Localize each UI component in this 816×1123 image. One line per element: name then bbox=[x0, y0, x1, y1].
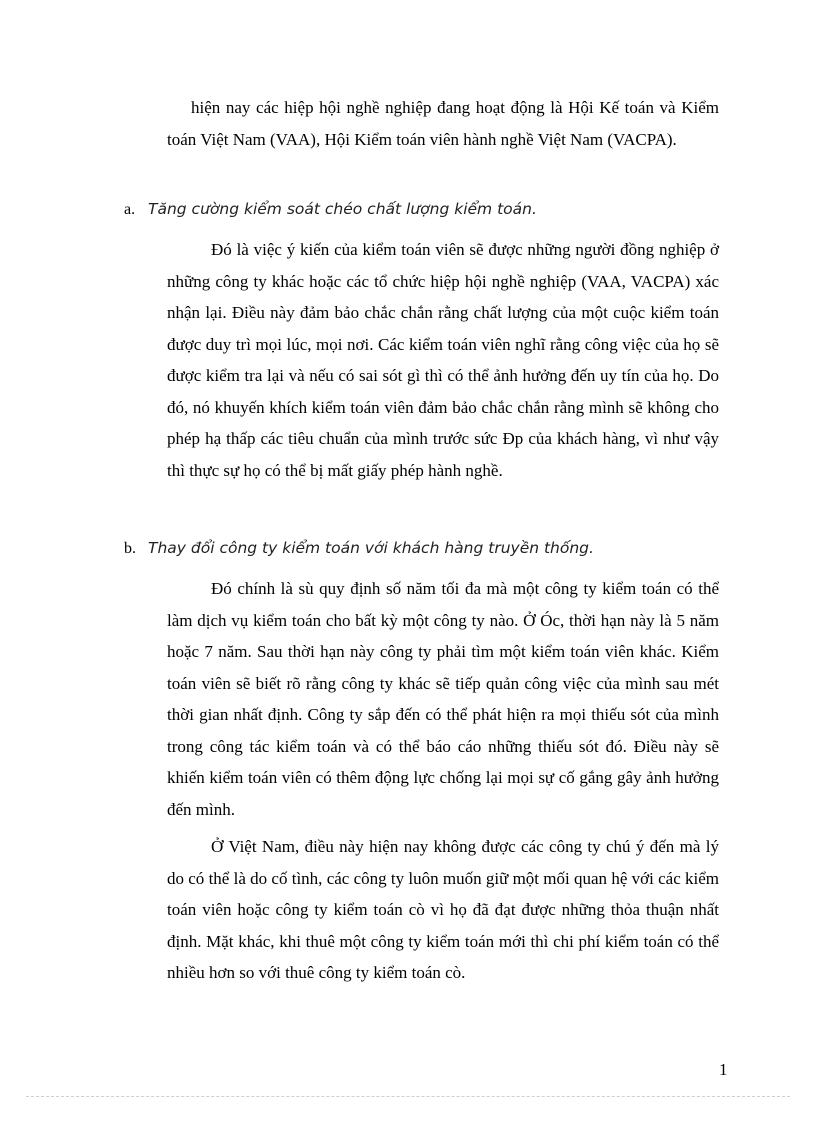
section-a-title: Tăng cường kiểm soát chéo chất lượng kiểm toán. bbox=[148, 200, 537, 218]
section-b-letter: b. bbox=[124, 540, 136, 557]
page-bottom-rule bbox=[26, 1096, 790, 1097]
section-a-paragraph: Đó là việc ý kiến của kiểm toán viên sẽ được những người đồng nghiệp ở những công ty khác hoặc các tổ chức hiệp hội nghề nghiệp (VAA, VACPA) xác nhận lại. Điều này đảm bảo chắc chắn rằng chất lượng của một cuộc kiểm toán được duy trì mọi lúc, mọi nơi. Các kiểm toán viên nghĩ rằng công việc của họ sẽ được kiểm tra lại và nếu có sai sót gì thì có thể ảnh hưởng đến uy tín của họ. Do đó, nó khuyến khích kiểm toán viên đảm bảo chắc chắn rằng mình sẽ không cho phép hạ thấp các tiêu chuẩn của mình trước sức Ðp của khách hàng, vì như vậy thì thực sự họ có thể bị mất giấy phép hành nghề. bbox=[167, 240, 719, 480]
section-b-paragraph-2: Ở Việt Nam, điều này hiện nay không được các công ty chú ý đến mà lý do có thể là do cố tình, các công ty luôn muốn giữ một mối quan hệ với các kiểm toán viên hoặc công ty kiểm toán cò vì họ đã đạt được những thỏa thuận nhất định. Mặt khác, khi thuê một công ty kiểm toán mới thì chi phí kiểm toán có thể nhiều hơn so với thuê công ty kiểm toán cò. bbox=[167, 837, 719, 982]
page-number: 1 bbox=[719, 1060, 728, 1079]
section-a-heading bbox=[124, 200, 537, 219]
intro-paragraph: hiện nay các hiệp hội nghề nghiệp đang hoạt động là Hội Kế toán và Kiểm toán Việt Nam (VAA), Hội Kiểm toán viên hành nghề Việt Nam (VACPA). bbox=[167, 98, 719, 149]
section-b-paragraph-1: Đó chính là sù quy định số năm tối đa mà một công ty kiểm toán có thể làm dịch vụ kiểm toán cho bất kỳ một công ty nào. Ở Óc, thời hạn này là 5 năm hoặc 7 năm. Sau thời hạn này công ty phải tìm một kiểm toán viên khác. Kiểm toán viên sẽ biết rõ rằng công ty khác sẽ tiếp quản công việc của mình sau mét thời gian nhất định. Công ty sắp đến có thể phát hiện ra mọi thiếu sót của mình trong công tác kiểm toán và có thể báo cáo những thiếu sót đó. Điều này sẽ khiến kiểm toán viên có thêm động lực chống lại mọi sự cố gắng gây ảnh hưởng đến mình. bbox=[167, 579, 719, 819]
section-a-letter: a. bbox=[124, 201, 136, 218]
section-b-title: Thay đổi công ty kiểm toán với khách hàng truyền thống. bbox=[148, 539, 594, 557]
section-b-heading bbox=[124, 539, 594, 558]
